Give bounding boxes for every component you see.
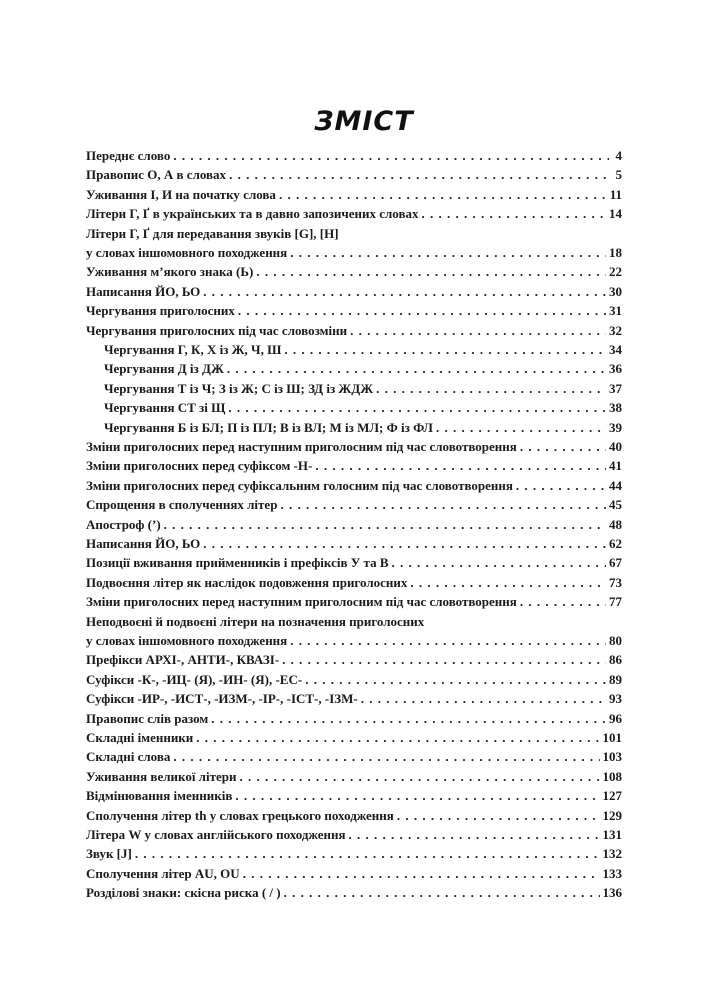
toc-entry-label: Зміни приголосних перед наступним приголосним під час словотворення — [86, 594, 517, 610]
toc-page-number: 30 — [609, 283, 622, 299]
toc-page-number: 80 — [609, 633, 622, 648]
toc-page-number: 37 — [609, 380, 622, 396]
dot-leader — [516, 477, 606, 495]
toc-entry-label: Написання ЙО, ЬО — [86, 536, 201, 551]
toc-entry[interactable] — [86, 651, 622, 669]
dot-leader — [349, 826, 600, 844]
toc-page-number: 41 — [609, 458, 622, 474]
toc-entry-label: Зміни приголосних перед суфіксальним голосним під час словотворення — [86, 477, 513, 493]
toc-entry[interactable] — [86, 322, 622, 340]
dot-leader — [173, 748, 599, 766]
toc-entry-label: Чергування Г, К, Х із Ж, Ч, Ш — [104, 342, 282, 357]
toc-entry[interactable] — [86, 496, 622, 514]
toc-entry-label: Літери Г, Ґ в українських та в давно запозичених словах — [86, 206, 419, 222]
toc-entry[interactable] — [86, 147, 622, 165]
toc-page-number: 40 — [609, 439, 622, 454]
toc-page-number: 93 — [609, 691, 622, 707]
toc-page-number: 18 — [609, 245, 622, 260]
page-title: ЗМІСТ — [314, 106, 414, 137]
toc-entry-label: Правопис О, А в словах — [86, 167, 227, 183]
dot-leader — [279, 186, 607, 204]
dot-leader — [196, 729, 599, 747]
toc-entry-label: Чергування приголосних — [86, 303, 235, 319]
dot-leader — [243, 865, 600, 883]
toc-entry-heading-line: Неподвоєні й подвоєні літери на позначення приголосних — [86, 613, 425, 629]
dot-leader — [228, 399, 606, 417]
dot-leader — [410, 574, 606, 592]
toc-entry-label: Відмінювання іменників — [86, 788, 233, 804]
dot-leader — [203, 283, 606, 301]
dot-leader — [376, 380, 606, 398]
dot-leader — [173, 147, 609, 165]
toc-entry-label: Позиції вживання прийменників і префіксів У та В — [86, 555, 389, 571]
toc-page-number: 4 — [615, 148, 622, 163]
dot-leader — [436, 419, 606, 437]
toc-page-number: 48 — [609, 516, 622, 532]
toc-subentry[interactable] — [104, 341, 622, 359]
toc-entry-label: Розділові знаки: скісна риска ( / ) — [86, 885, 281, 901]
toc-entry-label: Сполучення літер th у словах грецького походження — [86, 807, 394, 823]
toc-page-number: 14 — [609, 206, 622, 222]
toc-entry-label: Чергування СТ зі Щ — [104, 400, 226, 416]
toc-entry-label: Сполучення літер AU, OU — [86, 865, 240, 881]
toc-entry-label: Чергування приголосних під час словозміни — [86, 322, 348, 338]
toc-page-number: 131 — [602, 827, 622, 842]
toc-entry-label: Подвоєння літер як наслідок подовження приголосних — [86, 574, 408, 590]
toc-entry[interactable] — [86, 457, 622, 475]
toc-subentry[interactable] — [104, 360, 622, 378]
toc-entry[interactable] — [86, 729, 622, 747]
toc-entry[interactable] — [86, 244, 622, 262]
dot-leader — [305, 671, 606, 689]
toc-entry-label: Зміни приголосних перед суфіксом -Н- — [86, 458, 313, 474]
toc-entry[interactable] — [86, 710, 622, 728]
toc-entry-label: Складні слова — [86, 749, 171, 765]
toc-entry[interactable] — [86, 574, 622, 592]
toc-page-number: 39 — [609, 419, 622, 435]
dot-leader — [397, 807, 600, 825]
toc-entry[interactable] — [86, 845, 622, 863]
toc-page-number: 44 — [609, 477, 622, 493]
toc-entry-label: Суфікси -ИР-, -ИСТ-, -ИЗМ-, -ІР-, -ІСТ-, -ІЗМ- — [86, 691, 358, 707]
dot-leader — [211, 710, 606, 728]
toc-entry[interactable] — [86, 554, 622, 572]
dot-leader — [235, 787, 599, 805]
toc-page-number: 89 — [609, 671, 622, 687]
toc-page-number: 103 — [602, 749, 622, 765]
dot-leader — [361, 690, 606, 708]
toc-entry-label: Уживання І, И на початку слова — [86, 186, 276, 202]
dot-leader — [282, 651, 606, 669]
toc-page-number: 38 — [609, 400, 622, 416]
dot-leader — [350, 322, 606, 340]
toc-page-number: 31 — [609, 303, 622, 319]
toc-entry[interactable] — [86, 807, 622, 825]
toc-entry-label: Чергування Д із ДЖ — [104, 361, 224, 377]
dot-leader — [164, 516, 606, 534]
toc-page-number: 132 — [602, 846, 622, 862]
toc-entry-label: Апостроф (’) — [86, 516, 161, 532]
toc-page-number: 36 — [609, 361, 622, 377]
toc-page-number: 67 — [609, 555, 622, 571]
toc-entry[interactable] — [86, 884, 622, 902]
toc-entry-label: у словах іншомовного походження — [86, 245, 288, 260]
dot-leader — [227, 360, 606, 378]
toc-entry[interactable] — [86, 283, 622, 301]
toc-subentry[interactable] — [104, 380, 622, 398]
toc-entry[interactable] — [86, 166, 622, 184]
toc-entry-label: Літера W у словах англійського походження — [86, 827, 346, 842]
dot-leader — [315, 457, 606, 475]
toc-page-number: 45 — [609, 497, 622, 513]
toc-page-number: 11 — [609, 186, 622, 202]
dot-leader — [421, 205, 606, 223]
toc-page-number: 5 — [615, 167, 622, 183]
toc-entry[interactable] — [86, 671, 622, 689]
dot-leader — [135, 845, 600, 863]
toc-page-number: 77 — [609, 594, 622, 610]
dot-leader — [229, 166, 609, 184]
toc-entry[interactable] — [86, 826, 622, 844]
toc-page-number: 136 — [602, 885, 622, 901]
toc-entry[interactable] — [86, 768, 622, 786]
toc-entry-label: Звук [J] — [86, 846, 132, 862]
toc-entry-label: у словах іншомовного походження — [86, 633, 288, 648]
toc-entry[interactable] — [86, 438, 622, 456]
toc-entry-label: Уживання м’якого знака (Ь) — [86, 264, 254, 280]
toc-entry[interactable] — [86, 263, 622, 281]
toc-page-number: 129 — [602, 807, 622, 823]
toc-page-number: 133 — [602, 865, 622, 881]
dot-leader — [239, 768, 599, 786]
dot-leader — [284, 341, 606, 359]
toc-page-number: 86 — [609, 652, 622, 668]
toc-entry-label: Префікси АРХІ-, АНТИ-, КВАЗІ- — [86, 652, 280, 668]
toc-entry[interactable] — [86, 186, 622, 204]
toc-page-number: 96 — [609, 710, 622, 726]
toc-page-number: 32 — [609, 322, 622, 338]
toc-entry[interactable] — [86, 690, 622, 708]
toc-entry-label: Спрощення в сполученнях літер — [86, 497, 278, 513]
toc-entry-label: Зміни приголосних перед наступним приголосним під час словотворення — [86, 439, 517, 454]
dot-leader — [203, 535, 606, 553]
toc-entry[interactable] — [86, 632, 622, 650]
toc-subentry[interactable] — [104, 419, 622, 437]
toc-entry[interactable] — [86, 787, 622, 805]
dot-leader — [520, 593, 606, 611]
toc-page-number: 62 — [609, 536, 622, 551]
toc-entry-label: Складні іменники — [86, 730, 194, 745]
toc-entry-label: Чергування Т із Ч; З із Ж; С із Ш; ЗД із ЖДЖ — [104, 380, 374, 396]
toc-entry[interactable] — [86, 302, 622, 320]
toc-entry[interactable] — [86, 865, 622, 883]
toc-entry[interactable] — [86, 535, 622, 553]
toc-entry[interactable] — [86, 593, 622, 611]
dot-leader — [280, 496, 606, 514]
toc-page-number: 101 — [602, 730, 622, 745]
toc-entry[interactable] — [86, 748, 622, 766]
toc-subentry[interactable] — [104, 399, 622, 417]
toc-entry-label: Переднє слово — [86, 148, 171, 163]
toc-entry-label: Суфікси -К-, -ИЦ- (Я), -ИН- (Я), -ЕС- — [86, 671, 303, 687]
toc-entry[interactable] — [86, 205, 622, 223]
dot-leader — [256, 263, 606, 281]
toc-entry-label: Чергування Б із БЛ; П із ПЛ; В із ВЛ; М із МЛ; Ф із ФЛ — [104, 419, 433, 435]
dot-leader — [290, 632, 606, 650]
dot-leader — [238, 302, 606, 320]
toc-entry[interactable] — [86, 477, 622, 495]
toc-entry-label: Уживання великої літери — [86, 768, 237, 784]
toc-entry-label: Написання ЙО, ЬО — [86, 283, 201, 299]
dot-leader — [290, 244, 606, 262]
toc-entry[interactable] — [86, 516, 622, 534]
toc-page-number: 73 — [609, 574, 622, 590]
toc-page-number: 108 — [602, 768, 622, 784]
dot-leader — [520, 438, 606, 456]
toc-entry-heading-line: Літери Г, Ґ для передавання звуків [G], [H] — [86, 225, 339, 241]
toc-page-number: 127 — [602, 788, 622, 804]
dot-leader — [392, 554, 607, 572]
toc-page-number: 22 — [609, 264, 622, 280]
toc-page-number: 34 — [609, 342, 622, 357]
dot-leader — [284, 884, 600, 902]
toc-entry-label: Правопис слів разом — [86, 710, 209, 726]
